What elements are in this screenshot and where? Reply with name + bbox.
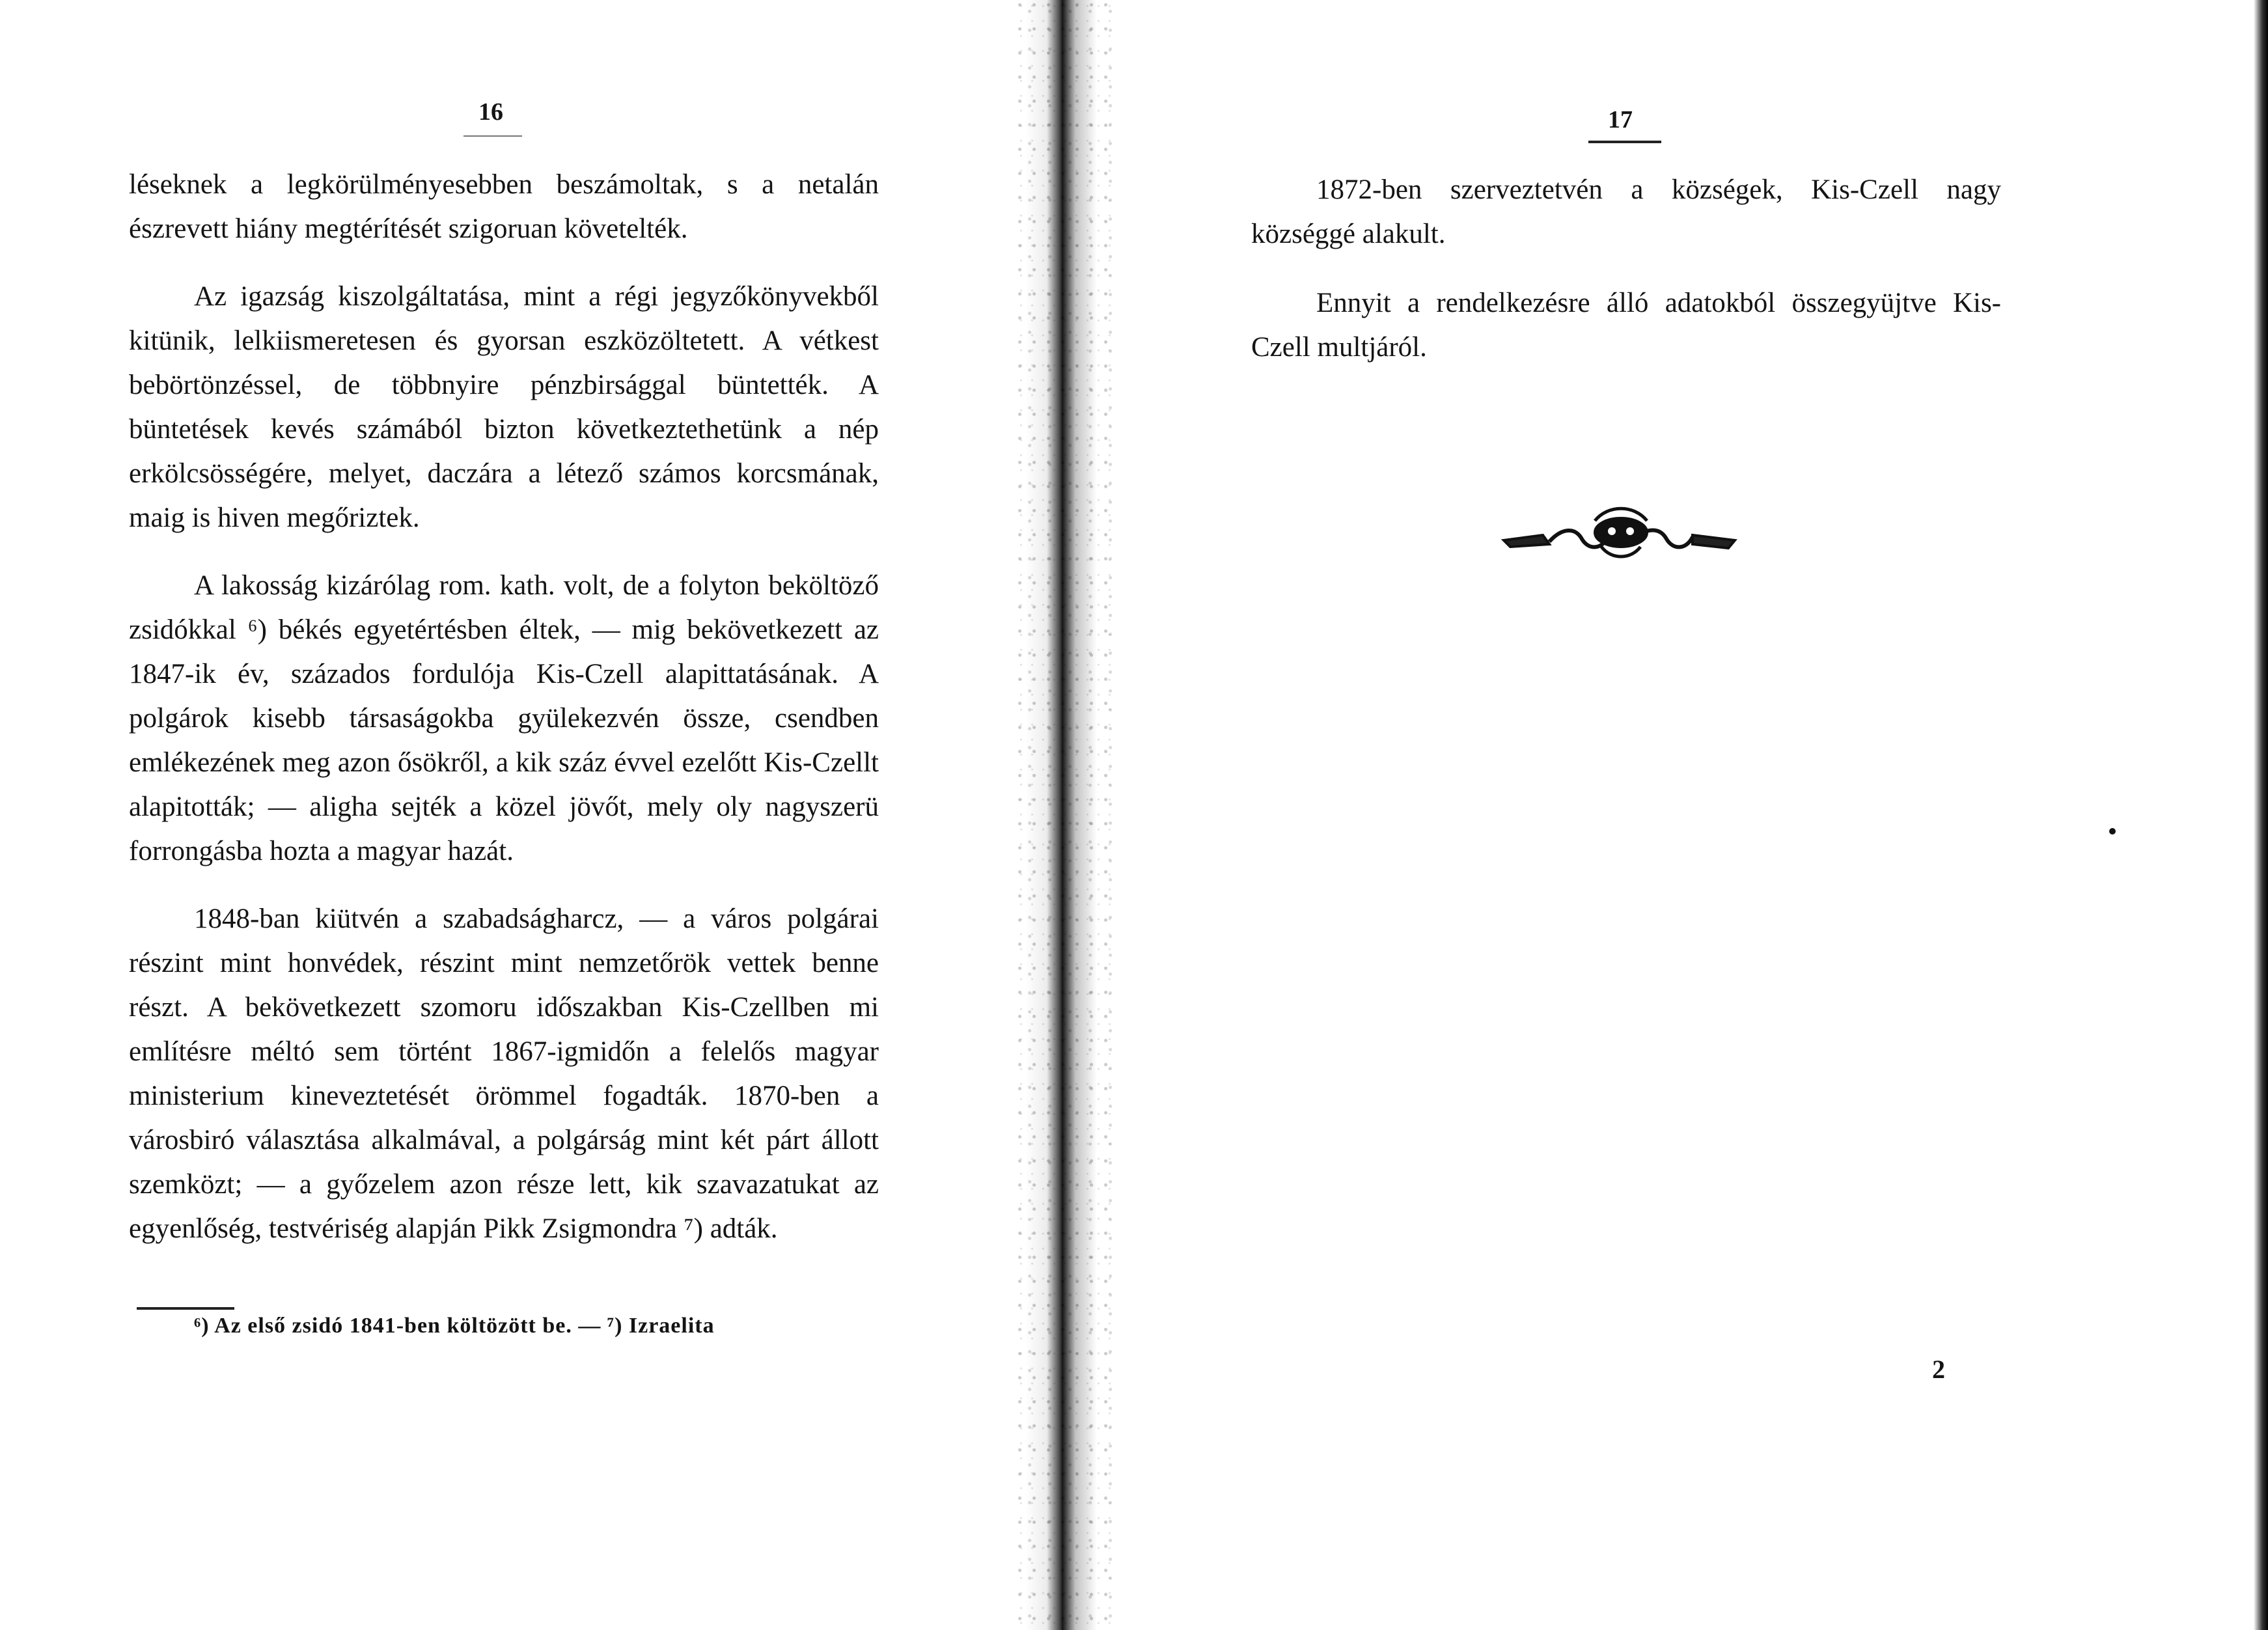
paragraph: A lakosság kizárólag rom. kath. volt, de a folyton beköltöző zsidókkal ⁶) békés egyetértésben éltek, — mig bekövetkezett az 1847-ik év, százados fordulója Kis-Czell alapittatásának. A polgárok kisebb társaságokba gyülekezvén össze, csendben emlékezének meg azon ősökről, a kik száz évvel ezelőtt Kis-Czellt alapitották; — aligha sejték a közel jövőt, mely oly nagyszerü forrongásba hozta a magyar hazát. [129,570,879,866]
signature-mark: 2 [1932,1355,1945,1384]
left-page [0,0,1048,1630]
page-number-left: 16 [478,98,503,126]
footnote-rule [137,1307,234,1310]
paragraph: léseknek a legkörülményesebben beszámoltak, s a netalán észrevett hiány megtérítését szigoruan követelték. [129,169,879,244]
paragraph: 1872-ben szerveztetvén a községek, Kis-Czell nagy községgé alakult. [1251,174,2001,249]
paragraph: Ennyit a rendelkezésre álló adatokból összegyüjtve Kis-Czell multjáról. [1251,288,2001,363]
page-number-right: 17 [1608,106,1633,133]
page-number-rule-right [1588,141,1661,143]
gutter-speckle [1016,0,1113,1630]
ink-spot [2109,828,2116,835]
paragraph: 1848-ban kiütvén a szabadságharcz, — a város polgárai részint mint honvédek, részint mint nemzetőrök vettek benne részt. A bekövetkezett szomoru időszakban Kis-Czellben mi említésre méltó sem történt 1867-igmidőn a felelős magyar ministerium kineveztetését örömmel fogadták. 1870-ben a városbiró választása alkalmával, a polgárság mint két párt állott szemközt; — a győzelem azon része lett, kik szavazatukat az egyenlőség, testvériség alapján Pikk Zsigmondra ⁷) adták. [129,904,879,1244]
paragraph: Az igazság kiszolgáltatása, mint a régi jegyzőkönyvekből kitünik, lelkiismeretesen és gyorsan eszközöltetett. A vétkest bebörtönzéssel, de többnyire pénzbirsággal büntették. A büntetések kevés számából bizton következtethetünk a nép erkölcsösségére, melyet, daczára a létező számos korcsmának, maig is hiven megőriztek. [129,281,879,533]
decorative-ribbon-fleuron-icon [1497,501,1745,566]
left-body-text [129,163,879,1251]
footnote: ⁶) Az első zsidó 1841-ben költözött be. — ⁷) Izraelita [194,1314,715,1338]
page-number-rule-left [463,135,522,137]
right-page-edge [2254,0,2268,1630]
right-body-text [1251,168,2001,370]
